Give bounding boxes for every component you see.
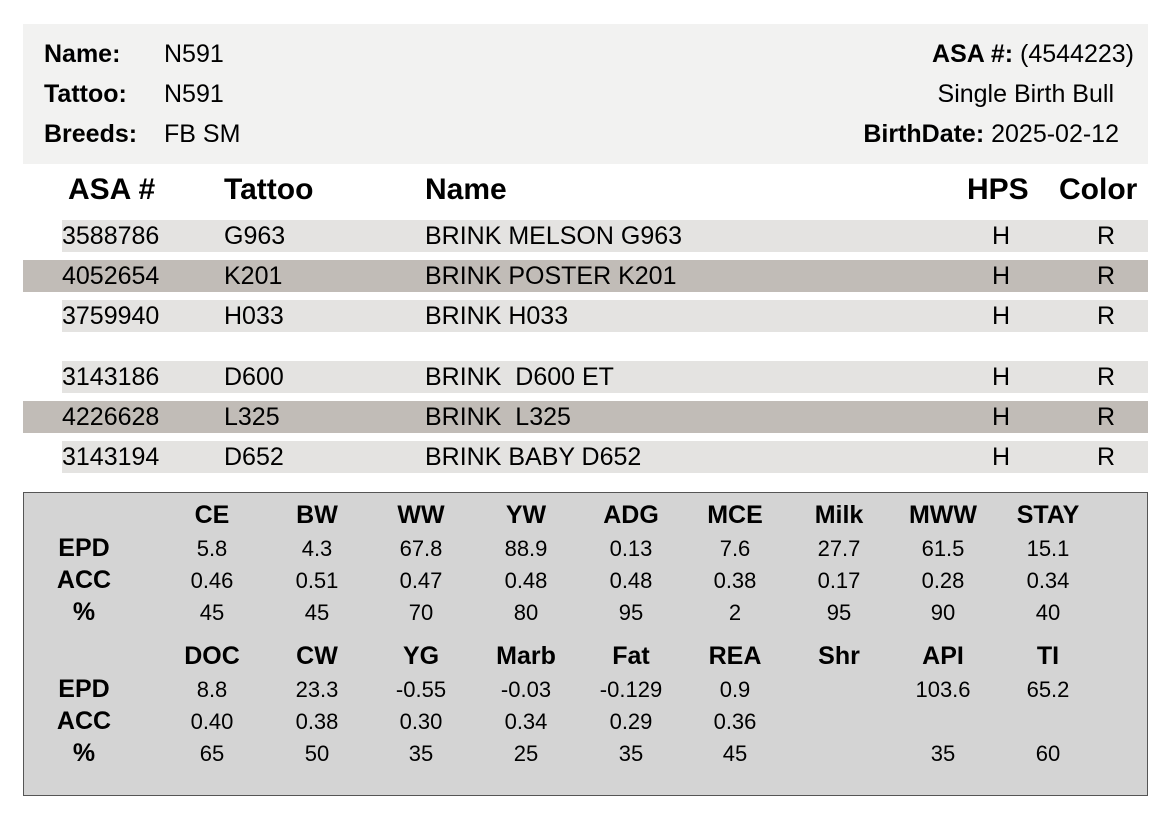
row-asa: 3143194 bbox=[62, 443, 160, 471]
epd-value: 80 bbox=[513, 600, 539, 625]
asa-value: (4544223) bbox=[1020, 40, 1134, 68]
breeds-value: FB SM bbox=[164, 120, 241, 148]
birthdate-value: 2025-02-12 bbox=[991, 120, 1119, 148]
birthdate-label: BirthDate: bbox=[863, 120, 985, 148]
epd-value: 0.46 bbox=[190, 568, 234, 593]
row-hps: H bbox=[992, 363, 1011, 391]
row-tattoo: H033 bbox=[224, 302, 284, 330]
epd-value: 88.9 bbox=[504, 536, 548, 561]
epd-value: 0.34 bbox=[504, 709, 548, 734]
row-hps: H bbox=[992, 443, 1011, 471]
row-asa: 4052654 bbox=[62, 262, 160, 290]
tattoo-label: Tattoo: bbox=[44, 80, 127, 108]
epd-value: 65.2 bbox=[1026, 677, 1070, 702]
pedigree-row bbox=[23, 401, 1148, 433]
epd-trait-header: Shr bbox=[818, 642, 860, 670]
epd-value: 0.9 bbox=[719, 677, 751, 702]
row-name: BRINK MELSON G963 bbox=[425, 222, 683, 250]
epd-value: 0.51 bbox=[295, 568, 339, 593]
row-name: BRINK L325 bbox=[425, 403, 571, 431]
epd-value: 0.38 bbox=[713, 568, 757, 593]
row-color: R bbox=[1097, 262, 1116, 290]
epd-value: 0.17 bbox=[817, 568, 861, 593]
epd-value: 4.3 bbox=[301, 536, 333, 561]
epd-row-label: ACC bbox=[56, 566, 112, 594]
epd-value: 0.48 bbox=[609, 568, 653, 593]
epd-value: 5.8 bbox=[196, 536, 228, 561]
epd-table bbox=[23, 492, 1148, 796]
epd-trait-header: MWW bbox=[908, 501, 978, 529]
row-color: R bbox=[1097, 443, 1116, 471]
epd-trait-header: WW bbox=[397, 501, 445, 529]
epd-value: 0.30 bbox=[399, 709, 443, 734]
epd-trait-header: Fat bbox=[612, 642, 650, 670]
row-asa: 3588786 bbox=[62, 222, 160, 250]
epd-value: 103.6 bbox=[915, 677, 971, 702]
row-color: R bbox=[1097, 403, 1116, 431]
epd-value: 50 bbox=[304, 741, 330, 766]
pedigree-row bbox=[62, 220, 1148, 252]
epd-trait-header: CW bbox=[296, 642, 338, 670]
epd-value: 95 bbox=[618, 600, 644, 625]
name-value: N591 bbox=[164, 40, 224, 68]
row-name: BRINK D600 ET bbox=[425, 363, 614, 391]
row-tattoo: D652 bbox=[224, 443, 284, 471]
epd-value: -0.03 bbox=[500, 677, 552, 702]
epd-value: 90 bbox=[930, 600, 956, 625]
epd-value: 35 bbox=[408, 741, 434, 766]
row-name: BRINK H033 bbox=[425, 302, 569, 330]
epd-trait-header: DOC bbox=[184, 642, 240, 670]
epd-value: 25 bbox=[513, 741, 539, 766]
epd-value: 60 bbox=[1035, 741, 1061, 766]
epd-row-label: ACC bbox=[56, 707, 112, 735]
pedigree-row bbox=[62, 361, 1148, 393]
animal-header bbox=[23, 24, 1148, 164]
epd-value: 0.34 bbox=[1026, 568, 1070, 593]
row-hps: H bbox=[992, 302, 1011, 330]
epd-value: 0.13 bbox=[609, 536, 653, 561]
name-label: Name: bbox=[44, 40, 121, 68]
epd-value: 95 bbox=[826, 600, 852, 625]
epd-value: 61.5 bbox=[921, 536, 965, 561]
epd-value: 0.29 bbox=[609, 709, 653, 734]
epd-row-label: % bbox=[72, 598, 96, 626]
epd-value: -0.129 bbox=[599, 677, 663, 702]
epd-value: 0.47 bbox=[399, 568, 443, 593]
birthdate bbox=[863, 120, 1119, 149]
col-header-tattoo: Tattoo bbox=[224, 173, 314, 206]
row-color: R bbox=[1097, 363, 1116, 391]
epd-value: 45 bbox=[304, 600, 330, 625]
epd-value: 23.3 bbox=[295, 677, 339, 702]
epd-trait-header: CE bbox=[194, 501, 230, 529]
pedigree-row bbox=[23, 260, 1148, 292]
epd-trait-header: YW bbox=[505, 501, 547, 529]
asa-label: ASA #: bbox=[932, 40, 1014, 68]
breeds-label: Breeds: bbox=[44, 120, 138, 148]
row-asa: 3143186 bbox=[62, 363, 160, 391]
tattoo-value: N591 bbox=[164, 80, 224, 108]
epd-value: 45 bbox=[722, 741, 748, 766]
epd-value: 0.28 bbox=[921, 568, 965, 593]
row-name: BRINK POSTER K201 bbox=[425, 262, 677, 290]
pedigree-row bbox=[62, 300, 1148, 332]
epd-value: 0.48 bbox=[504, 568, 548, 593]
epd-trait-header: ADG bbox=[603, 501, 659, 529]
row-asa: 4226628 bbox=[62, 403, 160, 431]
epd-value: 40 bbox=[1035, 600, 1061, 625]
epd-trait-header: BW bbox=[296, 501, 338, 529]
col-header-color: Color bbox=[1059, 173, 1138, 206]
row-color: R bbox=[1097, 302, 1116, 330]
epd-value: 70 bbox=[408, 600, 434, 625]
epd-row-label: EPD bbox=[58, 675, 110, 703]
epd-value: -0.55 bbox=[395, 677, 447, 702]
epd-trait-header: YG bbox=[402, 642, 440, 670]
epd-value: 27.7 bbox=[817, 536, 861, 561]
epd-trait-header: Milk bbox=[814, 501, 864, 529]
col-header-asa: ASA # bbox=[68, 173, 156, 206]
epd-trait-header: MCE bbox=[707, 501, 763, 529]
epd-value: 15.1 bbox=[1026, 536, 1070, 561]
epd-value: 35 bbox=[930, 741, 956, 766]
row-color: R bbox=[1097, 222, 1116, 250]
epd-trait-header: REA bbox=[708, 642, 762, 670]
epd-trait-header: API bbox=[922, 642, 964, 670]
row-tattoo: G963 bbox=[224, 222, 286, 250]
row-hps: H bbox=[992, 222, 1011, 250]
epd-value: 65 bbox=[199, 741, 225, 766]
epd-value: 0.38 bbox=[295, 709, 339, 734]
epd-value: 35 bbox=[618, 741, 644, 766]
row-tattoo: L325 bbox=[224, 403, 280, 431]
row-hps: H bbox=[992, 403, 1011, 431]
asa-number bbox=[932, 40, 1134, 69]
col-header-hps: HPS bbox=[967, 173, 1029, 206]
epd-value: 2 bbox=[728, 600, 742, 625]
epd-trait-header: Marb bbox=[496, 642, 556, 670]
epd-value: 7.6 bbox=[719, 536, 751, 561]
row-asa: 3759940 bbox=[62, 302, 160, 330]
epd-trait-header: TI bbox=[1036, 642, 1060, 670]
epd-value: 8.8 bbox=[196, 677, 228, 702]
epd-value: 0.40 bbox=[190, 709, 234, 734]
epd-row-label: % bbox=[72, 739, 96, 767]
epd-value: 45 bbox=[199, 600, 225, 625]
row-tattoo: K201 bbox=[224, 262, 283, 290]
row-tattoo: D600 bbox=[224, 363, 284, 391]
epd-row-label: EPD bbox=[58, 534, 110, 562]
birth-type: Single Birth Bull bbox=[937, 80, 1114, 108]
row-hps: H bbox=[992, 262, 1011, 290]
epd-value: 67.8 bbox=[399, 536, 443, 561]
epd-value: 0.36 bbox=[713, 709, 757, 734]
row-name: BRINK BABY D652 bbox=[425, 443, 642, 471]
epd-trait-header: STAY bbox=[1016, 501, 1080, 529]
pedigree-row bbox=[62, 441, 1148, 473]
col-header-name: Name bbox=[425, 173, 507, 206]
